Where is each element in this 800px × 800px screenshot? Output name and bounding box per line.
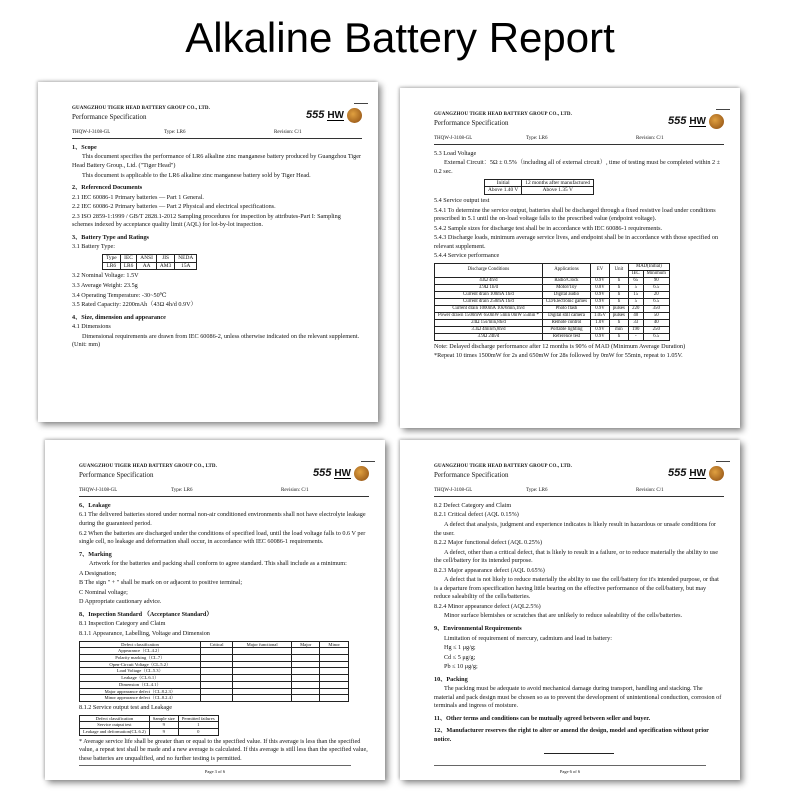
table-row [435,277,670,284]
paragraph: 3.3 Average Weight: 23.5g [72,281,138,289]
table-cell: AM3 [156,262,174,270]
table-cell: Above 1.35 V [522,187,594,195]
logo-hw: HW [689,467,706,479]
table-cell: 9 [149,722,178,729]
table-cell [200,688,232,695]
spec-page-3 [45,440,385,780]
footer-rule [79,765,351,766]
table-cell: 3.3Ω 4min/h,8h/d [435,326,543,333]
table-cell: IEC [628,270,643,277]
table-cell: 6.5 [643,298,669,305]
spec-title: Performance Specification [434,118,509,127]
paragraph: 5.4.4 Service performance [434,252,500,260]
tiger-head-logo-icon [354,466,369,481]
logo-555: 555 [312,467,332,479]
tiger-head-logo-icon [347,108,362,123]
table-cell [233,681,292,688]
paragraph: 8.1.1 Appearance, Labelling, Voltage and Dimension [79,630,210,637]
paragraph: A defect that is not likely to reduce materially the ability to use the cell/battery for it's intended purpose, or that is a departure from specification having little bearing on the effective performance of the cell/battery, but may reduce saleability of the cells/batteries. [434,576,719,601]
paragraph: 5.4.3 Discharge loads, minimum average service lives, and endpoint shall be in accordance with those specified on relevant supplement. [434,234,719,250]
table-cell: h [609,319,628,326]
table-cell [292,695,320,702]
company-name: GUANGZHOU TIGER HEAD BATTERY GROUP CO., LTD. [434,464,572,469]
table-cell: Polarity marking（CL.7） [80,655,201,662]
table-cell: 43Ω 4h/d [435,277,543,284]
table-cell: 33 [628,319,643,326]
section-references: 2、Referenced Documents [72,184,143,192]
list-item: D Appropriate cautionary advice. [79,598,162,606]
table-cell [233,695,292,702]
table-row [435,333,670,340]
brand-logos [306,108,362,123]
brand-logos [668,466,724,481]
table-cell [292,681,320,688]
table-cell: IEC [120,254,137,262]
doc-type: Type: LR6 [526,136,548,141]
table-cell: Initial [485,179,522,187]
table-cell: Portable lighting [542,326,590,333]
spec-page-2 [400,88,740,428]
doc-meta [79,488,369,497]
table-cell: 250 [643,326,669,333]
table-row [80,648,349,655]
table-cell: 12 months after manufactured [522,179,594,187]
paragraph: 2.3 ISO 2859-1:1999 / GB/T 2828.1-2012 Sampling procedures for inspection by attributes-Part I: Sampling schemes indexed by acceptance quality limit (AQL) for lot-by-lot inspection. [72,212,341,229]
spec-title: Performance Specification [79,470,154,479]
paragraph: 5.4.2 Sample sizes for discharge test shall be in accordance with IEC 60086-1 requirements. [434,224,663,232]
table-cell: Discharge Conditions [435,263,543,277]
table-cell: JIS [156,254,174,262]
table-cell: Motor/Toy [542,284,590,291]
table-row [435,291,670,298]
table-cell: 24Ω 15s/min,8h/d [435,319,543,326]
spec-page-1 [38,82,378,422]
doc-revision: Revision: C/1 [281,488,309,493]
paragraph: 8.1 Inspection Category and Claim [79,620,166,628]
table-cell [233,661,292,668]
spec-page-4 [400,440,740,780]
table-cell: 1.0V [591,319,610,326]
table-cell: h [609,333,628,340]
logo-555: 555 [667,115,687,127]
page-header [79,464,369,488]
list-item: Hg ≤ 1 μg/g; [444,644,476,652]
doc-number: THQW-J-3108-GL [72,130,111,135]
paragraph: The packing must be adequate to avoid mechanical damage during transport, handling and stacking. The material and pack design must be chosen so as to prevent the development of unintentional conduction, corrosion of terminals and ingress of moisture. [434,685,722,710]
table-cell: CD/Electronic games [542,298,590,305]
table-row [80,675,349,682]
table-cell: 15A [175,262,197,270]
table-cell [292,675,320,682]
signature-line [544,749,614,754]
section-packing: 10、Packing [434,675,468,683]
table-cell: ANSI [137,254,157,262]
logo-hw: HW [334,467,351,479]
paragraph: A defect that analysis, judgment and experience indicates is likely result in hazardous or unsafe conditions for the user. [434,520,716,537]
table-cell [200,675,232,682]
table-row [80,655,349,662]
table-cell: h [609,291,628,298]
paragraph: 5.4.1 To determine the service output, batteries shall be discharged through a fixed resistive load under conditions prescribed in 5.1 until the on-load voltage falls to the prescribed value (endpoint voltage). [434,206,716,223]
table-cell: Radio/Clock [542,277,590,284]
table-cell: Major [292,641,320,648]
table-cell: Power drawn 1500mW 650mW 5min 0mW 55min * [435,312,543,319]
table-cell: LR6 [120,262,137,270]
table-cell: 0.9V [591,298,610,305]
company-name: GUANGZHOU TIGER HEAD BATTERY GROUP CO., LTD. [434,112,572,117]
table-cell: Leakage and deformation(CL.6.2) [80,729,150,736]
section-dimensions: 4、Size, dimension and appearance [72,313,166,321]
paragraph: Minor surface blemishes or scratches that are unlikely to reduce saleability of the cells/batteries. [444,612,683,620]
table-cell: - [628,333,643,340]
paragraph: 3.1 Battery Type: [72,243,115,251]
section-leakage: 6、Leakage [79,501,111,509]
table-cell: 0.9V [591,305,610,312]
table-cell: 40 [643,319,669,326]
doc-number: THQW-J-3108-GL [79,488,118,493]
table-cell: Major functional [233,641,292,648]
section-battery-type: 3、Battery Type and Ratings [72,233,149,241]
footer-rule [434,765,706,766]
list-item: C Nominal voltage; [79,588,128,596]
list-item: Pb ≤ 10 μg/g; [444,663,478,671]
table-cell: 0.9V [591,333,610,340]
table-cell [200,655,232,662]
note: * Average service life shall be greater than or equal to the specified value. If this average is less than the specified value, a repeat test shall be made and a new average is calculated. If this average is still less than the specified value, these batteries are unqualified, and no further testing is permitted. [79,737,368,762]
list-item: B The sign " + " shall be mark on or adjacent to positive terminal; [79,579,243,587]
table-cell: Load Voltage（CL.5.3） [80,668,201,675]
paragraph: 12、Manufacturer reserves the right to alter or amend the design, model and specification without prior notice. [434,727,709,744]
table-cell: 90 [643,277,669,284]
table-row [435,284,670,291]
table-cell: 350 [643,305,669,312]
table-cell [200,661,232,668]
company-name: GUANGZHOU TIGER HEAD BATTERY GROUP CO., LTD. [79,464,217,469]
section-scope: 1、Scope [72,143,97,151]
paragraph: 4.1 Dimensions [72,323,111,331]
table-cell: Unit [609,263,628,277]
table-cell: Minimum [643,270,669,277]
table-cell [320,675,349,682]
table-cell: Current drain 100mA 1h/d [435,291,543,298]
doc-revision: Revision: C/1 [274,130,302,135]
table-cell: 220 [628,305,643,312]
table-cell [200,648,232,655]
table-cell: 0 [178,729,218,736]
table-cell: Defect classification [80,641,201,648]
table-cell: 6.5 [643,284,669,291]
paragraph: This document is applicable to the LR6 alkaline zinc manganese battery sold by Tiger Head. [82,171,311,179]
brand-logos [313,466,369,481]
paragraph: Artwork for the batteries and packing shall conform to agree standard. This shall include as a minimum: [89,560,347,568]
table-cell: Above 1.40 V [485,187,522,195]
paragraph: 8.2.3 Major appearance defect (AQL 0.65%) [434,566,545,574]
table-cell [233,648,292,655]
table-row [435,312,670,319]
paragraph: 3.5 Rated Capacity: 2200mAh（43Ω 4h/d 0.9V） [72,301,197,309]
table-cell: 40 [628,312,643,319]
table-row [80,688,349,695]
table-cell: Applications [542,263,590,277]
paragraph: 8.2 Defect Category and Claim [434,501,512,509]
table-cell: 0.9V [591,326,610,333]
page-header [72,106,362,130]
paragraph: 2.2 IEC 60086-2 Primary batteries — Part 2 Physical and electrical specifications. [72,203,276,211]
paragraph: 11、Other terms and conditions can be mutually agreed between seller and buyer. [434,714,650,722]
table-cell: 3.9Ω 1h/d [435,284,543,291]
table-cell: 1 [178,722,218,729]
table-cell: 1.05V [591,312,610,319]
table-cell: Minor [320,641,349,648]
table-cell: Service output test [80,722,150,729]
service-performance-table [434,263,670,341]
section-marking: 7、Marking [79,550,112,558]
paragraph: 6.2 When the batteries are discharged under the conditions of specified load, until the load voltage falls to 0.6 V per single cell, no leakage and deformation shall occur, in accordance with IEC 60086-1 requirements. [79,529,366,546]
service-output-table [79,715,219,736]
table-cell: Sample size [149,715,178,722]
logo-555: 555 [305,109,325,121]
table-row [80,661,349,668]
paragraph: 8.2.2 Major functional defect (AQL 0.25%) [434,539,543,547]
table-cell [200,681,232,688]
page-footer: Page 6 of 6 [559,769,581,774]
list-item: A Designation; [79,569,117,577]
table-cell: Open-Circuit Voltage（CL.5.2） [80,661,201,668]
paragraph: 5.4 Service output test [434,197,490,205]
doc-revision: Revision: C/1 [636,136,664,141]
paragraph: 3.4 Operating Temperature: -30~50℃ [72,291,167,299]
page-header [434,464,724,488]
spec-title: Performance Specification [434,470,509,479]
paragraph: This document specifies the performance of LR6 alkaline zinc manganese battery produced by Guangzhou Tiger Head Battery Group., Ltd. ("Tiger Head") [72,153,362,169]
list-item: Cd ≤ 5 μg/g; [444,653,476,661]
table-cell: h [609,284,628,291]
table-cell: min [609,326,628,333]
page-header [434,112,724,136]
table-row [435,305,670,312]
defect-classification-table [79,641,349,703]
table-cell [292,661,320,668]
table-cell: Current drain 1000mA 10s/6min,1h/d [435,305,543,312]
company-name: GUANGZHOU TIGER HEAD BATTERY GROUP CO., LTD. [72,106,210,111]
table-cell: Current drain 250mA 1h/d [435,298,543,305]
table-cell [233,655,292,662]
table-cell: 9 [149,729,178,736]
logo-hw: HW [327,109,344,121]
doc-revision: Revision: C/1 [636,488,664,493]
doc-meta [434,488,724,497]
table-cell: 20 [643,291,669,298]
page-footer: Page 3 of 6 [204,769,226,774]
table-cell [320,668,349,675]
table-cell: Major appearance defect（CL.8.2.3） [80,688,201,695]
doc-meta [434,136,724,145]
table-cell: pulses [609,312,628,319]
note: Note: Delayed discharge performance after 12 months is 90% of MAD (Minimum Average Duration) [434,342,686,350]
section-inspection: 8、Inspection Standard （Acceptance Standard） [79,610,213,618]
table-row [435,326,670,333]
paragraph: A defect, other than a critical defect, that is likely to result in a failure, or to reduce materially the ability to use the cell/battery for its intended purpose. [434,548,719,565]
table-cell: Reference test [542,333,590,340]
paragraph: 6.1 The delivered batteries stored under normal non-air conditioned environments shall not have electrolyte leakage during the guaranteed period. [79,511,366,527]
battery-type-table [102,254,197,271]
paragraph: 2.1 IEC 60086-1 Primary batteries — Part 1 General. [72,193,204,201]
table-cell: 50 [643,312,669,319]
table-cell: Dimension（CL.4.1） [80,681,201,688]
table-cell: 0.9V [591,277,610,284]
doc-number: THQW-J-3108-GL [434,136,473,141]
section-environmental: 9、Environmental Requirements [434,625,522,632]
table-cell: 0.8V [591,284,610,291]
table-cell [320,648,349,655]
table-cell: 6.5 [643,333,669,340]
table-cell [292,655,320,662]
table-cell: Type [103,254,121,262]
doc-number: THQW-J-3108-GL [434,488,473,493]
tiger-head-logo-icon [709,114,724,129]
table-cell: 65 [628,277,643,284]
table-cell: 5 [628,284,643,291]
table-cell [320,655,349,662]
table-cell: 0.9V [591,291,610,298]
paragraph: 3.2 Nominal Voltage: 1.5V [72,272,139,280]
table-cell: Minor appearance defect（CL.8.2.4） [80,695,201,702]
load-voltage-table [484,179,594,196]
table-cell: h [609,298,628,305]
table-cell: 15 [628,291,643,298]
table-cell: NEDA [175,254,197,262]
table-cell [320,681,349,688]
paragraph: 5.3 Load Voltage [434,149,477,157]
logo-hw: HW [689,115,706,127]
table-cell: Critical [200,641,232,648]
table-row [80,722,219,729]
tiger-head-logo-icon [709,466,724,481]
logo-555: 555 [667,467,687,479]
table-row [435,298,670,305]
table-cell: 3.9Ω 24h/d [435,333,543,340]
table-cell: 190 [628,326,643,333]
table-cell: Photo flash [542,305,590,312]
doc-type: Type: LR6 [164,130,186,135]
table-cell [200,668,232,675]
table-cell [292,688,320,695]
spec-title: Performance Specification [72,112,147,121]
brand-logos [668,114,724,129]
table-cell: Leakage（CL.6.1） [80,675,201,682]
table-cell: EV [591,263,610,277]
table-cell: AA [137,262,157,270]
table-row [435,319,670,326]
table-cell: Digital still camera [542,312,590,319]
table-cell: Defect classification [80,715,150,722]
table-cell: MAD(Initial) [628,263,669,270]
table-cell [320,688,349,695]
paragraph: 8.2.4 Minor appearance defect (AQL2.5%) [434,602,541,610]
doc-meta [72,130,362,139]
table-cell [233,668,292,675]
table-cell: pulses [609,305,628,312]
paragraph: Dimensional requirements are drawn from IEC 60086-2, unless otherwise indicated on the relevant supplement. (Unit: mm) [72,332,360,349]
table-cell [320,661,349,668]
table-cell: Permitted failures [178,715,218,722]
paragraph: External Circuit：5Ω ± 0.5%（including all of external circuit）, time of testing must be completed within 2 ± 0.2 sec. [434,159,721,175]
table-cell [233,688,292,695]
table-cell: Appearance（CL.4.2） [80,648,201,655]
table-cell [320,695,349,702]
table-cell [292,648,320,655]
table-cell: h [609,277,628,284]
paragraph: 8.1.2 Service output test and Leakage [79,704,172,712]
paragraph: 8.2.1 Critical defect (AQL 0.15%) [434,511,519,519]
doc-type: Type: LR6 [526,488,548,493]
table-cell: 5 [628,298,643,305]
table-row [80,729,219,736]
table-row [80,668,349,675]
table-row [80,681,349,688]
table-cell [200,695,232,702]
table-cell: Digital audio [542,291,590,298]
table-cell: Remote control [542,319,590,326]
paragraph: Limitation of requirement of mercury, cadmium and lead in battery: [444,634,612,642]
note: *Repeat 10 times 1500mW for 2s and 650mW for 28s followed by 0mW for 55min, repeat to 1.05V. [434,352,683,360]
table-cell: LR6 [103,262,121,270]
table-cell [233,675,292,682]
table-row [80,695,349,702]
doc-type: Type: LR6 [171,488,193,493]
report-title: Alkaline Battery Report [185,14,615,61]
table-cell [292,668,320,675]
